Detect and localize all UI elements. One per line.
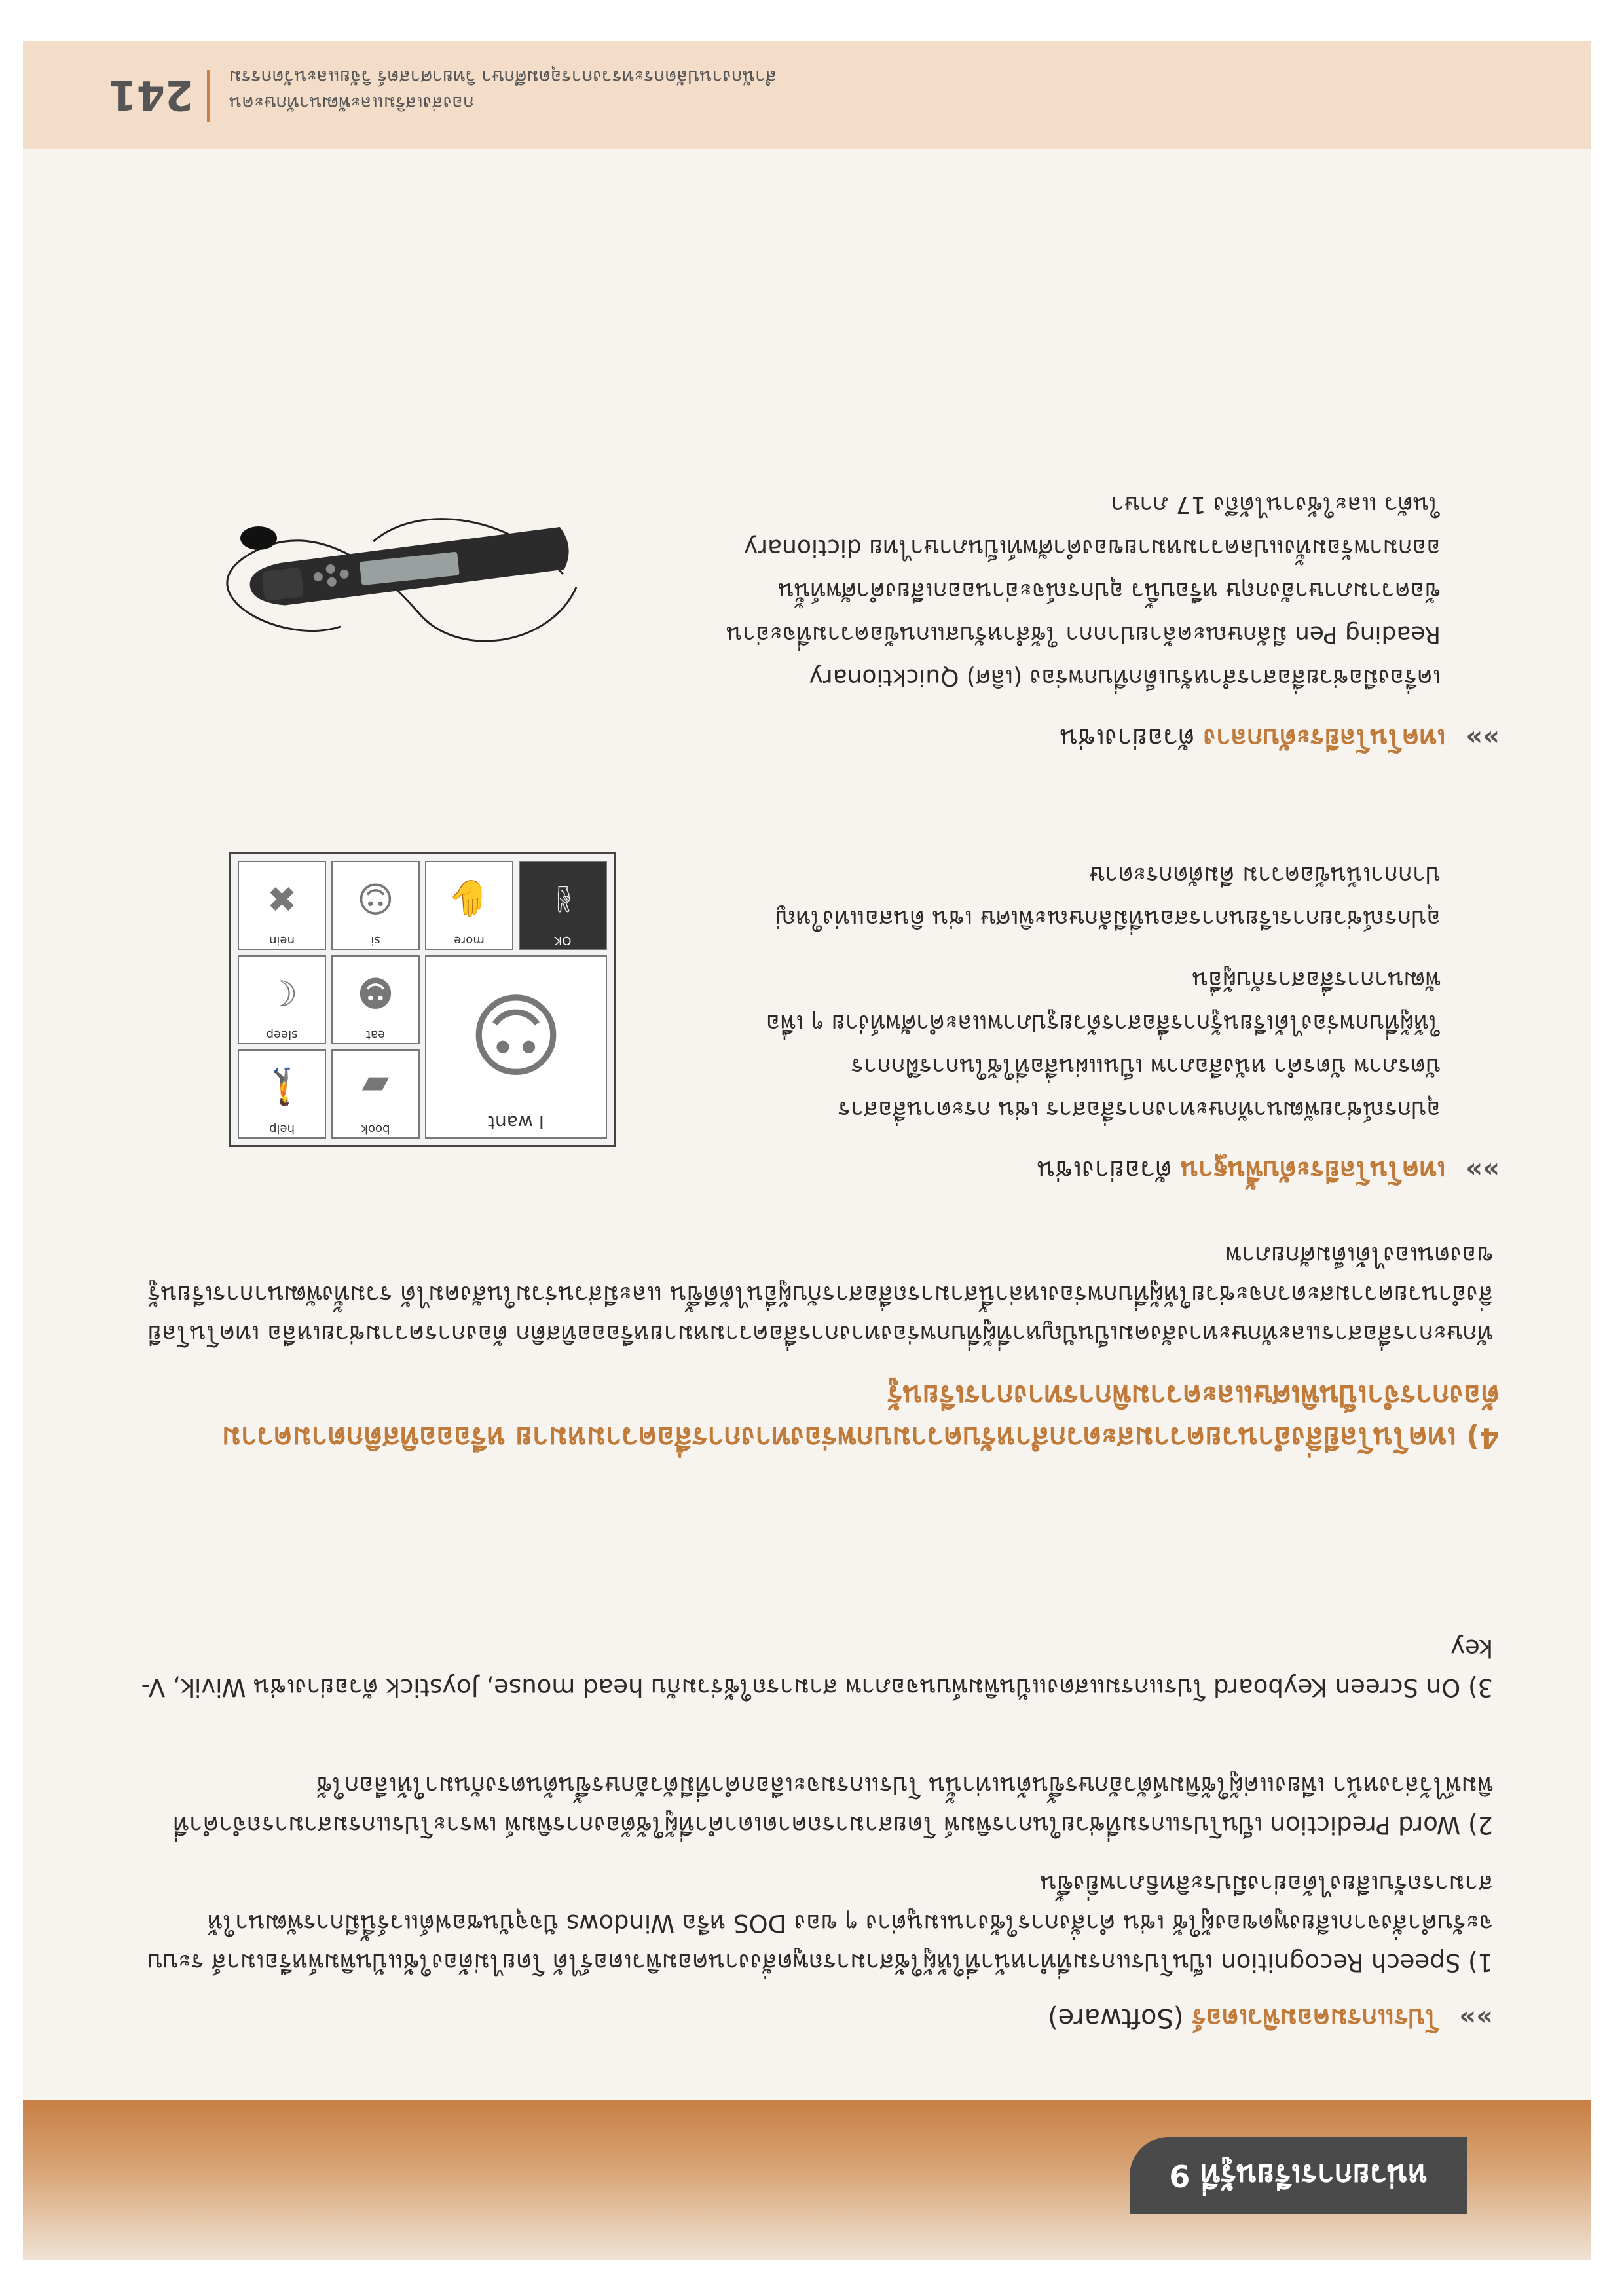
section4-intro: ทักษะการสื่อสารและทักษะทางสังคมเป็นปัญหาที่ผู้ที่บกพร่องทางการสื่อความหมายหรือออทิสติก ต้องการความช่วยเหลือ เทคโนโลยีสิ่งอำนวยความสะดวกจะช่วยให้ผู้ที่บกพร่องเหล่านี้สามารถสื่อสารกับผู้อื่นได้ดีขึ้น และมีส่วนร่วมในสังคมได้ รวมทั้งพัฒนาการเรียนรู้ของตนเองได้เต็มศักยภาพ: [147, 1241, 1493, 1348]
mid-tech-line: เครื่องมือช่วยสื่อสารสำหรับเด็กที่บกพร่อง (เลิศ) Quicktionary: [809, 664, 1441, 691]
basic-tech-line: อุปกรณ์ช่วยพัฒนาทักษะทางการสื่อสาร เช่น กระดานสื่อสาร: [838, 1096, 1441, 1123]
more-hands-icon: ✋: [447, 878, 492, 920]
board-cell-i-want: I want ☺: [425, 955, 607, 1139]
software-item-3: 3) On Screen Keyboard โปรแกรมแสดงแป้นพิมพ์บนจอภาพ สามารถใช้ร่วมกับ head mouse, Joystick ตัวอย่างเช่น Wivik, V-key: [141, 1634, 1493, 1702]
chapter-tab: หน่วยการเรียนรู้ที่ 9: [1130, 2137, 1467, 2214]
cross-mark-icon: ✖: [267, 877, 297, 919]
pen-scanner-tip: [262, 568, 304, 601]
footer-line-1: กองส่งเสริมและพัฒนาทักษะคน: [229, 92, 474, 114]
mid-tech-line: Reading Pen มีลักษณะคล้ายปากกา ใช้สำหรับสแกนข้อความที่จะอ่าน: [726, 621, 1441, 647]
mid-tech-line: ข้อความภาษาอังกฤษ หรือบนิ้ว อุปกรณ์จะอ่านออกเสียงคำศัพท์นั้น: [778, 577, 1441, 604]
board-cell-help: help 🚶: [238, 1049, 326, 1139]
mid-tech-body: [642, 483, 1441, 699]
reading-pen-illustration: [223, 469, 589, 685]
board-cell-eat: eat ☻: [331, 955, 420, 1044]
mid-tech-heading-suffix: ตัวอย่างเช่น: [1060, 723, 1195, 753]
software-item-1: 1) Speech Recognition เป็นโปรแกรมที่ทำหน้าที่ให้ผู้ใช้สามารถพูดสั่งงานคอมพิวเตอร์ได้ โดยไม่ต้องใช้แป้นพิมพ์หรือเมาส์ ระบบจะรับคำสั่งจากเสียงพูดของผู้ใช้ เช่น คำสั่งการใช้งานเมนูต่าง ๆ ของ DOS หรือ Windows ปัจจุบันซอฟต์แวร์นี้มีการพัฒนาให้สามารถรับเสียงได้อย่างมีประสิทธิภาพยิ่งขึ้น: [147, 1870, 1493, 1977]
board-cell-si: si ☺: [331, 861, 420, 950]
mid-tech-line: ในตัว และใช้งานได้ถึง 17 ภาษา: [1111, 491, 1441, 518]
double-chevron-icon: »»: [1466, 723, 1500, 753]
double-chevron-icon: »»: [1459, 2003, 1493, 2033]
mid-tech-heading-text: เทคโนโลยีระดับกลาง: [1203, 723, 1446, 753]
software-heading-text: โปรแกรมคอมพิวเตอร์: [1192, 2003, 1439, 2033]
software-heading: [1048, 1998, 1493, 2037]
pen-body: [248, 526, 572, 609]
communication-board: [229, 852, 616, 1147]
basic-tech-body: [655, 853, 1441, 1131]
board-cell-more: more ✋: [425, 861, 513, 950]
mid-tech-heading: [1060, 718, 1500, 757]
board-cell-ok: OK ✌: [519, 861, 607, 950]
software-heading-suffix: (Software): [1047, 2003, 1184, 2033]
walking-person-icon: 🚶: [259, 1066, 304, 1108]
basic-tech-line: ให้ผู้ที่บกพร่องได้เรียนรู้การสื่อสารด้วยรูปภาพและคำศัพท์ง่าย ๆ เพื่อ: [766, 1010, 1441, 1036]
earphone-icon: [240, 526, 277, 550]
board-cell-sleep: sleep ☾: [238, 955, 326, 1044]
basic-tech-line: อุปกรณ์ช่วยการเรียนการสอนที่มีลักษณะพิเศษ เช่น ดินสอแท่งใหญ่: [775, 905, 1441, 932]
footer-separator: [207, 70, 210, 122]
section4-title: 4) เทคโนโลยีสิ่งอำนวยความสะดวกสำหรับความบกพร่องทางการสื่อความหมาย หรือออทิสติกตามความต้องการจำเป็นพิเศษและความพิการทางการเรียนรู้: [221, 1379, 1500, 1454]
eating-person-icon: ☻: [357, 972, 394, 1013]
smiling-face-icon: ☺: [468, 979, 564, 1086]
double-chevron-icon: »»: [1466, 1155, 1500, 1185]
book-icon: ▰: [361, 1066, 390, 1108]
footer-text: [229, 64, 917, 116]
basic-tech-line: ปากกาเน้นข้อความ คีมตัดกระดาษ: [1089, 862, 1441, 888]
mid-tech-line: ออกมาพร้อมทั้งแปลความหมายของคำศัพท์เป็นภาษาไทย dictionary: [743, 534, 1441, 561]
board-cell-book: book ▰: [331, 1049, 420, 1139]
basic-tech-heading-text: เทคโนโลยีระดับพื้นฐาน: [1180, 1155, 1446, 1185]
face-icon: ☺: [357, 877, 394, 919]
basic-tech-line: บัตรภาพ บัตรคำ หนังสือภาพ เป็นแผ่นสื่อที่ใช้ในการฝึกการ: [851, 1053, 1441, 1080]
sleeping-person-icon: ☾: [266, 972, 298, 1013]
footer-line-2: สำนักงานปลัดกระทรวงการอุดมศึกษา วิทยาศาสตร์ วิจัยและนวัตกรรม: [229, 66, 777, 88]
page-number: 241: [108, 71, 193, 119]
basic-tech-line: พัฒนาการสื่อสารกับผู้อื่น: [1192, 966, 1441, 993]
basic-tech-heading: [1037, 1150, 1500, 1190]
ok-hand-icon: ✌: [547, 877, 578, 919]
basic-tech-heading-suffix: ตัวอย่างเช่น: [1037, 1155, 1172, 1185]
software-item-2: 2) Word Prediction เป็นโปรแกรมที่ช่วยในการพิมพ์ โดยสามารถคาดเดาคำที่ผู้ใช้ต้องการพิมพ์ เพราะโปรแกรมสามารถจำคำที่พิมพ์ไว้ล่วงหน้า เพียงแค่ผู้ใช้พิมพ์ตัวอักษรขึ้นต้นเท่านั้น โปรแกรมจะเลือกคำที่มีตัวอักษรขึ้นต้นตรงกันมาให้เลือกใช้: [173, 1772, 1493, 1839]
board-cell-nein: nein ✖: [238, 861, 326, 950]
